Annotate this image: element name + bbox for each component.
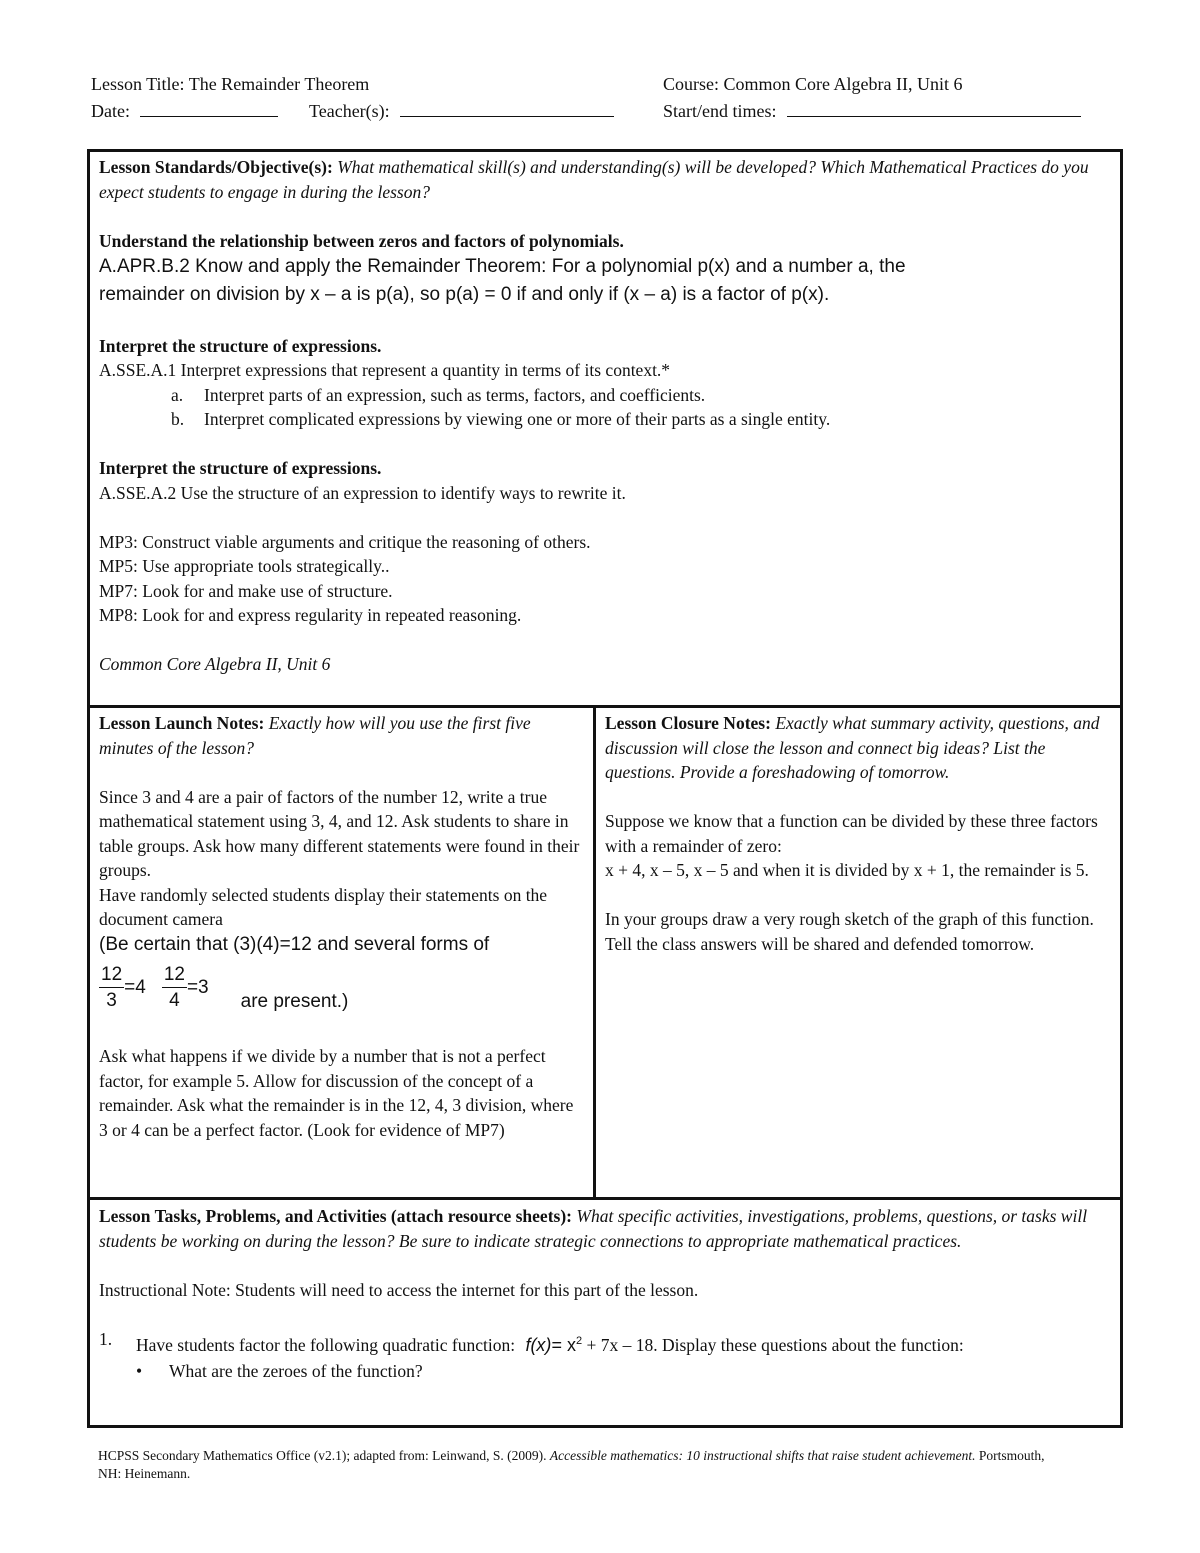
launch-paragraph: Have randomly selected students display their statements on the document camera (99, 884, 548, 929)
fraction-numerator: 12 (99, 963, 124, 988)
task-bullet (99, 1359, 1109, 1384)
tasks-cell (99, 1204, 1109, 1383)
standards-cell (99, 155, 1109, 677)
launch-notes-cell (99, 711, 584, 1142)
date-label: Date: (91, 101, 130, 121)
column-divider (593, 705, 596, 1200)
sse1-sub-item (99, 407, 1109, 432)
course-label (663, 71, 962, 98)
launch-prompt: Exactly how will you use the first five minutes of the lesson? (99, 713, 531, 758)
mp-item: MP5: Use appropriate tools strategically.. (99, 556, 390, 576)
standards-prompt: What mathematical skill(s) and understanding(s) will be developed? Which Mathematical Practices do you expect students to engage in during the lesson? (99, 157, 1089, 202)
exponent: 2 (575, 1334, 583, 1347)
lesson-plan-table (87, 149, 1123, 1428)
closure-prompt: Exactly what summary activity, questions, and discussion will close the lesson and connect big ideas? List the questions. Provide a foreshadowing of tomorrow. (605, 713, 1100, 782)
fraction-result: =3 (186, 977, 209, 999)
closure-paragraph: Suppose we know that a function can be divided by these three factors with a remainder of zero: (605, 811, 1098, 856)
apr-standard-line: A.APR.B.2 Know and apply the Remainder Theorem: For a polynomial p(x) and a number a, the (99, 256, 906, 277)
lesson-title-text: Lesson Title: The Remainder Theorem (91, 74, 370, 94)
row-divider (90, 705, 1120, 708)
footer-text: HCPSS Secondary Mathematics Office (v2.1); adapted from: Leinwand, S. (2009). (98, 1448, 547, 1463)
teacher-field[interactable] (400, 98, 614, 117)
launch-heading: Lesson Launch Notes: (99, 713, 265, 733)
fraction-denominator: 3 (106, 990, 117, 1011)
times-field[interactable] (787, 98, 1081, 117)
fraction-numerator: 12 (162, 963, 187, 988)
launch-paragraph: (Be certain that (3)(4)=12 and several forms of (99, 933, 490, 955)
standards-sub-heading: Understand the relationship between zeros and factors of polynomials. (99, 230, 624, 251)
mp-item: MP8: Look for and express regularity in repeated reasoning. (99, 605, 522, 625)
mp-item: MP3: Construct viable arguments and critique the reasoning of others. (99, 531, 591, 552)
launch-paragraph: Ask what happens if we divide by a number that is not a perfect factor, for example 5. Allow for discussion of the concept of a remainder. Ask what the remainder is in the 12, 4, 3 division, where 3 or 4 can be a perfect factor. (Look for evidence of MP7) (99, 1046, 574, 1140)
times-row (663, 98, 1081, 125)
sse1b-text: Interpret complicated expressions by viewing one or more of their parts as a single entity. (204, 409, 831, 429)
closure-heading: Lesson Closure Notes: (605, 713, 771, 733)
list-marker: a. (171, 384, 184, 405)
times-label: Start/end times: (663, 101, 777, 121)
standards-heading: Lesson Standards/Objective(s): (99, 157, 333, 177)
sse1-standard: A.SSE.A.1 Interpret expressions that represent a quantity in terms of its context.* (99, 360, 671, 380)
fraction (162, 963, 187, 1014)
standards-sub-heading: Interpret the structure of expressions. (99, 458, 382, 478)
course-text: Course: Common Core Algebra II, Unit 6 (663, 74, 963, 94)
standards-intro (99, 155, 1109, 204)
lesson-title (91, 71, 369, 98)
apr-standard-line: remainder on division by x – a is p(a), so p(a) = 0 if and only if (x – a) is a factor of p(x). (99, 284, 830, 305)
footer-publisher: Portsmouth, NH: Heinemann. (98, 1448, 1045, 1481)
list-marker: b. (171, 409, 185, 429)
footer-citation (98, 1447, 1058, 1483)
course-note: Common Core Algebra II, Unit 6 (99, 654, 331, 674)
task-text-part: + 7x – 18. Display these questions about the function: (582, 1334, 964, 1355)
task-item (99, 1327, 1109, 1359)
sse1-sub-item (99, 383, 1109, 408)
tasks-prompt: What specific activities, investigations, problems, questions, or tasks will students be working on during the lesson? Be sure to indicate strategic connections to appropriate mathematical practices. (99, 1206, 1088, 1251)
instructional-note: Instructional Note: Students will need to access the internet for this part of the lesson. (99, 1279, 699, 1300)
teacher-label: Teacher(s): (308, 101, 390, 121)
task-text-part: Have students factor the following quadratic function: (136, 1334, 516, 1355)
sse2-standard: A.SSE.A.2 Use the structure of an expression to identify ways to rewrite it. (99, 482, 626, 503)
fraction-denominator: 4 (169, 990, 180, 1011)
fraction-examples (99, 958, 584, 1020)
equation-start: = x (551, 1334, 576, 1355)
fraction (99, 963, 124, 1014)
task-text (136, 1327, 964, 1359)
tasks-heading: Lesson Tasks, Problems, and Activities (attach resource sheets): (99, 1206, 572, 1226)
bullet-text: What are the zeroes of the function? (169, 1360, 423, 1381)
sse1a-text: Interpret parts of an expression, such as terms, factors, and coefficients. (204, 384, 706, 405)
standards-sub-heading: Interpret the structure of expressions. (99, 335, 382, 356)
row-divider (90, 1197, 1120, 1200)
task-equation (525, 1335, 582, 1355)
mp-item: MP7: Look for and make use of structure. (99, 580, 393, 601)
footer-book-title: Accessible mathematics: 10 instructional shifts that raise student achievement. (549, 1448, 976, 1463)
function-name: f(x) (525, 1334, 552, 1355)
task-number: 1. (99, 1328, 113, 1349)
bullet-icon: • (136, 1360, 143, 1381)
closure-notes-cell (605, 711, 1110, 956)
closure-paragraph: x + 4, x – 5, x – 5 and when it is divided by x + 1, the remainder is 5. (605, 860, 1089, 880)
launch-paragraph: Since 3 and 4 are a pair of factors of the number 12, write a true mathematical statement using 3, 4, and 12. Ask students to share in table groups. Ask how many different statements were found in their groups. (99, 786, 580, 880)
fraction-result: =4 (124, 977, 146, 999)
date-row (91, 98, 651, 125)
date-field[interactable] (140, 98, 278, 117)
fraction-trailing-text: are present.) (240, 991, 349, 1013)
closure-paragraph: In your groups draw a very rough sketch of the graph of this function. Tell the class answers will be shared and defended tomorrow. (605, 909, 1094, 954)
